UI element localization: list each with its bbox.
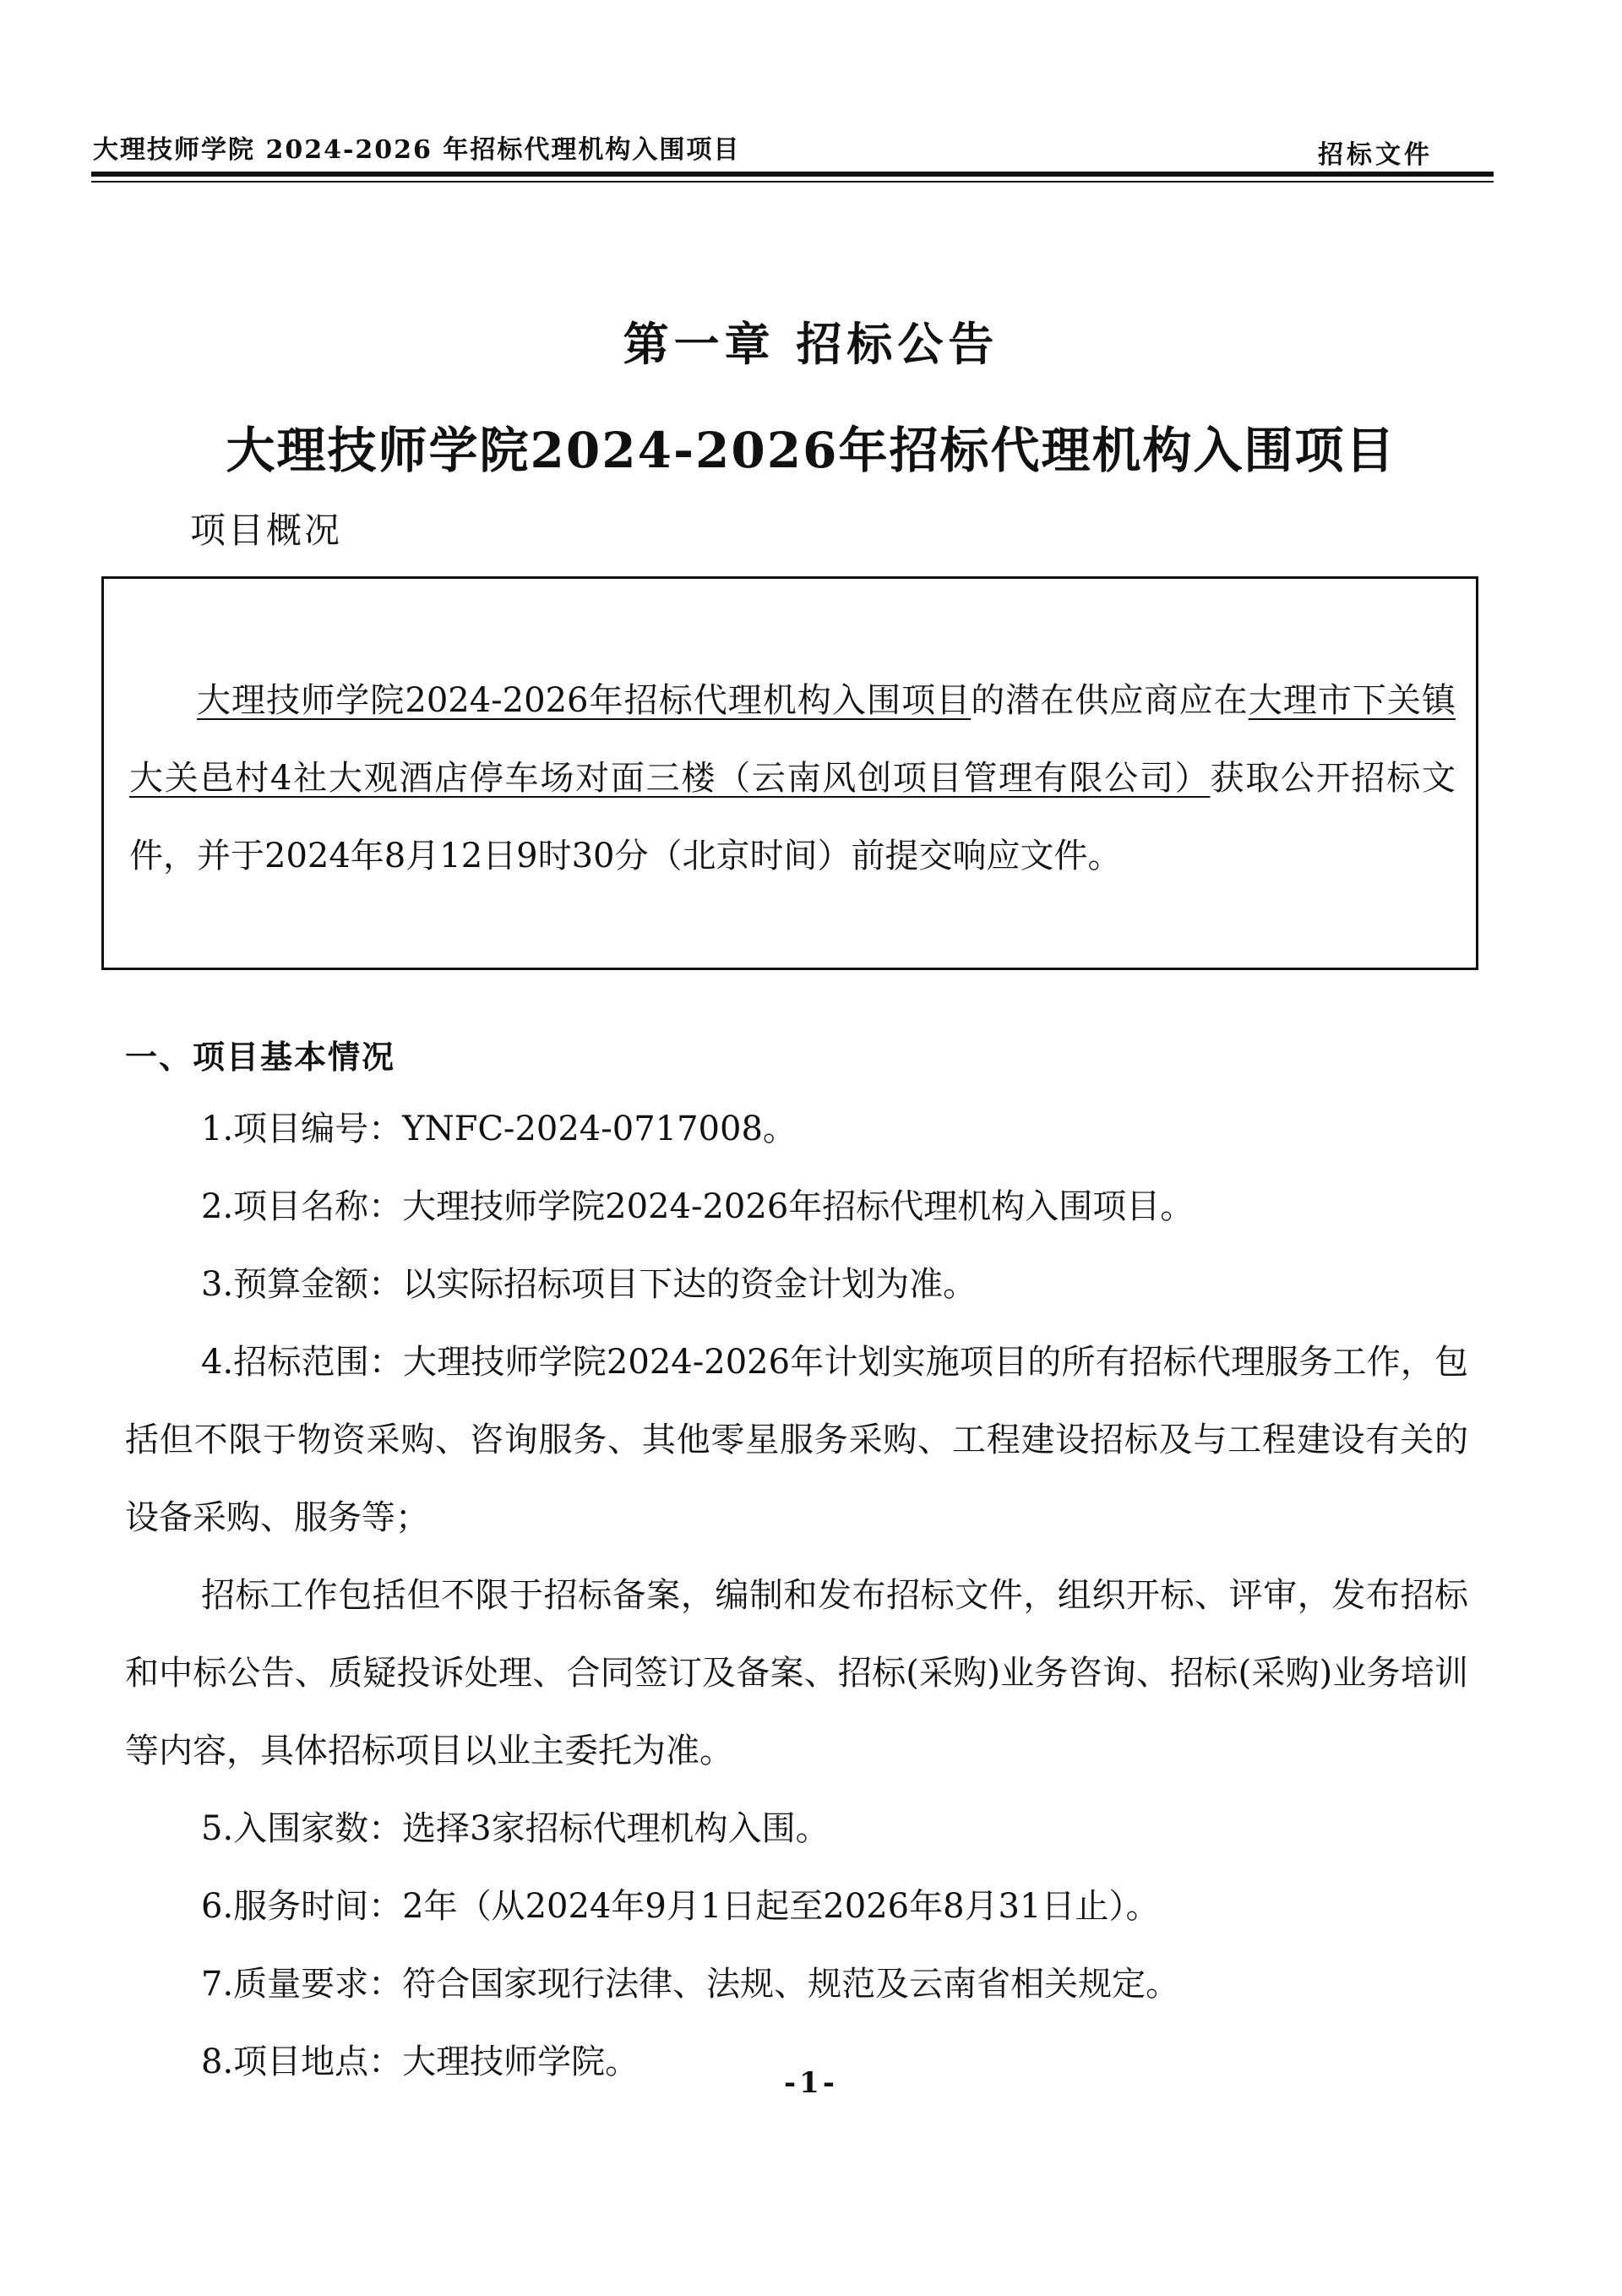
item-scope-detail: 招标工作包括但不限于招标备案，编制和发布招标文件，组织开标、评审，发布招标和中标公告、质疑投诉处理、合同签订及备案、招标(采购)业务咨询、招标(采购)业务培训等内容，具体招标项目以业主委托为准。 [125,1576,1468,1770]
section-body [125,1090,1468,2101]
page-number: -1- [784,2066,838,2100]
notice-text-2: 获取公开招标文件，并于2024年8月12日9时30分（北京时间）前提交响应文件。 [129,759,1456,875]
notice-paragraph [129,662,1456,895]
item-selection-count: 5.入围家数：选择3家招标代理机构入围。 [201,1809,830,1848]
notice-project-name: 大理技师学院2024-2026年招标代理机构入围项目 [197,681,972,720]
section-heading: 一、项目基本情况 [125,1038,396,1076]
header-rule-thin [91,181,1494,183]
header-rule-thick [91,172,1494,177]
running-header-doc-type: 招标文件 [1318,140,1433,170]
item-project-name: 2.项目名称：大理技师学院2024-2026年招标代理机构入围项目。 [201,1187,1195,1226]
notice-text-1: 的潜在供应商应在 [971,681,1249,720]
chapter-title: 第一章 招标公告 [623,317,999,371]
notice-address: 大理市下关镇大关邑村4社大观酒店停车场对面三楼（云南风创项目管理有限公司） [129,681,1456,798]
running-header-title: 大理技师学院 2024-2026 年招标代理机构入围项目 [93,135,741,165]
project-overview-box [101,576,1478,970]
item-scope: 4.招标范围：大理技师学院2024-2026年计划实施项目的所有招标代理服务工作，包括但不限于物资采购、咨询服务、其他零星服务采购、工程建设招标及与工程建设有关的设备采购、服务等； [125,1343,1468,1537]
item-quality: 7.质量要求：符合国家现行法律、法规、规范及云南省相关规定。 [201,1965,1180,2004]
project-title: 大理技师学院2024-2026年招标代理机构入围项目 [226,422,1396,479]
item-service-period: 6.服务时间：2年（从2024年9月1日起至2026年8月31日止）。 [201,1887,1160,1926]
item-budget: 3.预算金额：以实际招标项目下达的资金计划为准。 [201,1265,977,1304]
item-project-number: 1.项目编号：YNFC-2024-0717008。 [201,1110,797,1148]
item-location: 8.项目地点：大理技师学院。 [201,2042,640,2081]
overview-label: 项目概况 [190,510,343,551]
